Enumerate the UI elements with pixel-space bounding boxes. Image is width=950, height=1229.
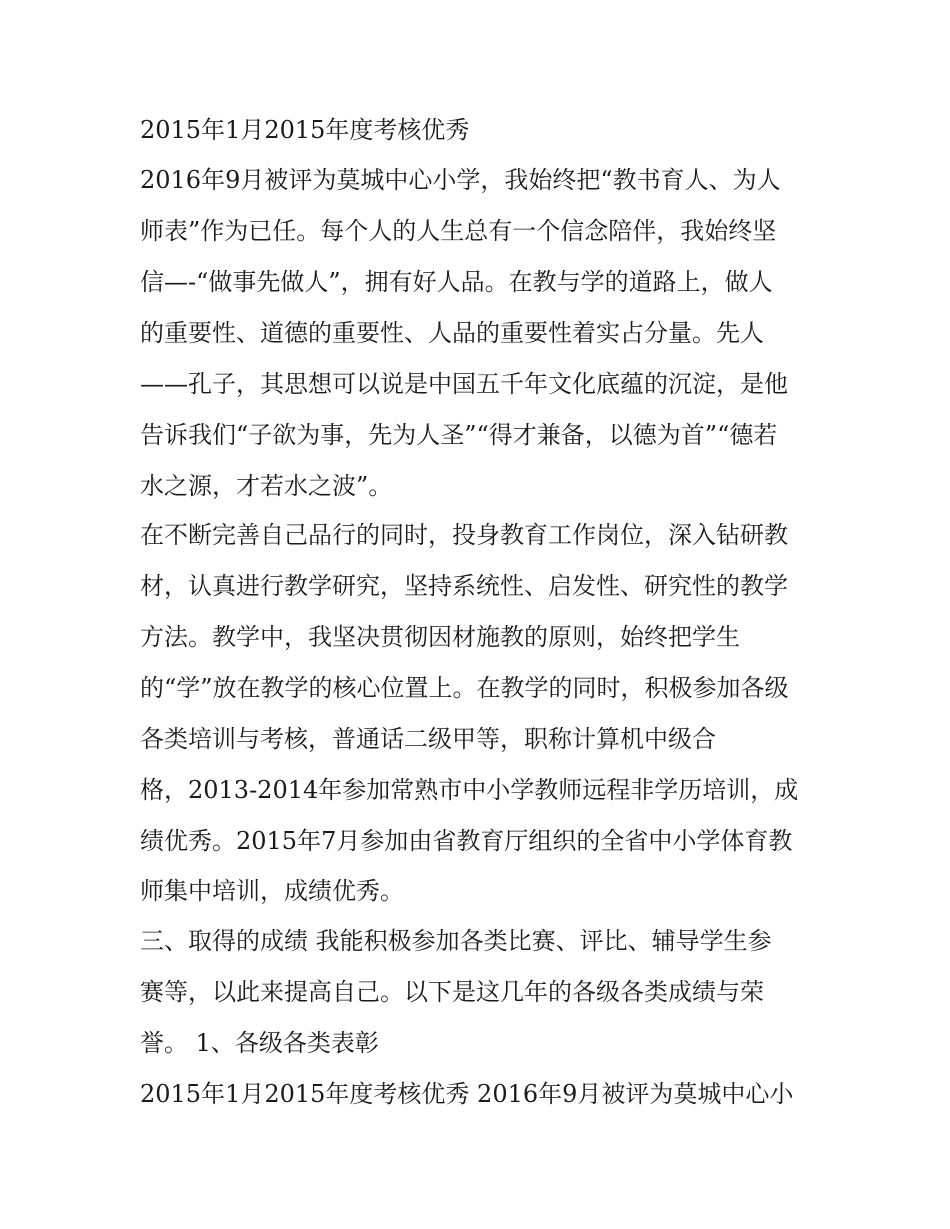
- text-line-6: ——孔子，其思想可以说是中国五千年文化底蕴的沉淀，是他: [140, 370, 788, 398]
- text-line-8: 水之源，才若水之波”。: [140, 472, 393, 500]
- text-line-17: 三、取得的成绩 我能积极参加各类比赛、评比、辅导学生参: [140, 927, 772, 955]
- text-line-1: 2015年1月2015年度考核优秀: [140, 116, 470, 144]
- text-line-13: 各类培训与考核，普通话二级甲等，职称计算机中级合: [140, 725, 716, 753]
- text-line-15: 绩优秀。2015年7月参加由省教育厅组织的全省中小学体育教: [140, 827, 793, 855]
- text-line-5: 的重要性、道德的重要性、人品的重要性着实占分量。先人: [140, 319, 764, 347]
- text-line-3: 师表”作为已任。每个人的人生总有一个信念陪伴，我始终坚: [140, 217, 777, 245]
- text-line-14: 格，2013-2014年参加常熟市中小学教师远程非学历培训，成: [140, 776, 799, 804]
- text-line-20: 2015年1月2015年度考核优秀 2016年9月被评为莫城中心小: [140, 1080, 794, 1108]
- text-line-10: 材，认真进行教学研究，坚持系统性、启发性、研究性的教学: [140, 572, 788, 600]
- text-line-4: 信—-“做事先做人”，拥有好人品。在教与学的道路上，做人: [140, 268, 773, 296]
- text-line-2: 2016年9月被评为莫城中心小学，我始终把“教书育人、为人: [140, 166, 781, 194]
- text-line-16: 师集中培训，成绩优秀。: [140, 877, 404, 905]
- text-line-19: 誉。 1、各级各类表彰: [140, 1029, 379, 1057]
- text-line-18: 赛等，以此来提高自己。以下是这几年的各级各类成绩与荣: [140, 978, 764, 1006]
- text-line-12: 的“学”放在教学的核心位置上。在教学的同时，积极参加各级: [140, 674, 789, 702]
- text-line-11: 方法。教学中，我坚决贯彻因材施教的原则，始终把学生: [140, 623, 740, 651]
- text-line-9: 在不断完善自己品行的同时，投身教育工作岗位，深入钻研教: [140, 521, 788, 549]
- text-line-7: 告诉我们“子欲为事，先为人圣”“得才兼备，以德为首”“德若: [140, 421, 778, 449]
